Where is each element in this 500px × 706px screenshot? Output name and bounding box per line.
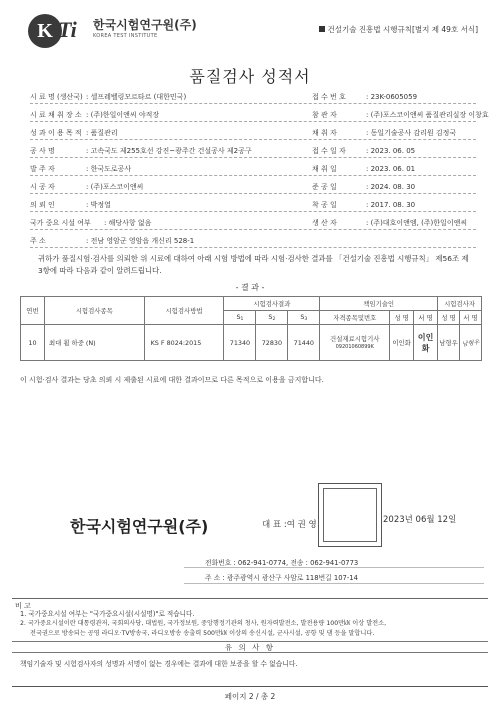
info-value: : 2017. 08. 30: [366, 201, 416, 209]
usage-restriction-text: 이 시험·검사 결과는 당초 의뢰 시 제출된 시료에 대한 결과이므로 다른 목적으로 이용을 금지합니다.: [20, 376, 324, 384]
cell-s1: 71340: [224, 325, 256, 361]
divider: [30, 229, 476, 230]
info-value: : 2023. 06. 05: [366, 147, 416, 155]
s-subscript: 1: [240, 317, 244, 322]
header-org-english: KOREA TEST INSTITUTE: [93, 33, 158, 39]
info-label: 착 공 일: [312, 201, 337, 209]
cell-no: 10: [21, 325, 45, 361]
info-value: : (주)한일이앤씨 야적장: [86, 111, 160, 119]
info-label: 참 관 자: [312, 111, 337, 119]
col-header-result: 시험검사결과: [224, 297, 320, 311]
col-header-method: 시험검사방법: [144, 297, 224, 325]
table-header-row: [21, 297, 482, 311]
info-value: : 한국도로공사: [86, 165, 132, 173]
seal-inner-border: [323, 488, 377, 542]
cell-method: KS F 8024:2015: [144, 325, 224, 361]
caution-text: 책임기술자 및 시험검사자의 성명과 서명이 없는 경우에는 결과에 대한 보증을 할 수 없습니다.: [20, 660, 298, 668]
divider: [30, 103, 476, 104]
cell-tester-name: 남형우: [438, 325, 460, 361]
s-label: S: [268, 313, 273, 321]
divider: [184, 583, 484, 584]
col-header-qualification: 자격종목및번호: [320, 311, 390, 325]
info-value: : (주)포스코이앤씨 품질관리실장 이창효: [366, 111, 489, 119]
cell-qualification: [320, 325, 390, 361]
official-seal-stamp: [318, 483, 382, 547]
info-label: 시 료 채 취 장 소: [30, 111, 82, 119]
header-org-name: 한국시험연구원(주): [93, 18, 197, 32]
col-header-s2: [256, 311, 288, 325]
remark-line-1: 1. 국가중요시설 여부는 "국가중요시설(시설명)"로 적습니다.: [20, 610, 195, 618]
logo-circle-icon: K: [28, 14, 62, 48]
remark-line-2b: 전국권으로 방송되는 공영 라디오·TV방송국, 라디오방송 송출력 500만㎾ 이상의 송신시설, 군사시설, 공항 및 댐 등을 말합니다.: [30, 630, 375, 637]
divider: [30, 247, 476, 248]
col-header-item: 시험검사종목: [44, 297, 144, 325]
col-header-resp-name: 성 명: [390, 311, 414, 325]
cell-tester-sign: [459, 325, 481, 361]
results-table: [20, 296, 482, 361]
info-label: 채 취 일: [312, 165, 337, 173]
divider: [30, 121, 476, 122]
info-block: [30, 90, 489, 250]
info-label: 발 주 자: [30, 165, 55, 173]
cell-s3: 71440: [288, 325, 320, 361]
info-label: 접 수 번 호: [312, 93, 346, 101]
representative-name: 대 표 :여 권 영: [262, 520, 317, 530]
col-header-no: 연번: [21, 297, 45, 325]
info-value: : 고속국도 제255호선 강진~광주간 건설공사 제2공구: [86, 147, 252, 155]
info-label: 채 취 자: [312, 129, 337, 137]
info-label: 준 공 일: [312, 183, 337, 191]
col-header-tester: 시험검사자: [438, 297, 482, 311]
cell-resp-sign: [414, 325, 438, 361]
issue-date: 2023년 06월 12일: [383, 515, 457, 525]
remarks-header: 비 고: [12, 598, 488, 611]
info-label: 의 뢰 인: [30, 201, 55, 209]
square-bullet-icon: [319, 26, 325, 32]
s-label: S: [236, 313, 241, 321]
info-label: 성 과 이 용 목 적: [30, 129, 82, 137]
info-label: 생 산 자: [312, 219, 337, 227]
info-label: 국가 중요 시설 여부: [30, 219, 91, 227]
info-value: : 2023. 06. 01: [366, 165, 416, 173]
info-label: 접 수 일 자: [312, 147, 346, 155]
divider: [30, 157, 476, 158]
info-value: : 전남 영암군 영암읍 개신리 528-1: [86, 237, 195, 245]
cell-resp-name: 이인화: [390, 325, 414, 361]
contact-phone: 전화번호 : 062-941-0774, 전송 : 062-941-0773: [205, 559, 359, 567]
page-number: 페이지 2 / 총 2: [224, 692, 276, 701]
page-title: 품질검사 성적서: [189, 67, 311, 86]
info-value: : 동일기술공사 감리원 김정국: [366, 129, 457, 137]
table-row: [21, 325, 482, 361]
result-title: - 결 과 -: [235, 283, 265, 292]
col-header-tester-name: 성 명: [438, 311, 460, 325]
info-value: : 박정열: [86, 201, 111, 209]
divider: [30, 211, 476, 212]
caution-header: 유 의 사 항: [12, 641, 488, 653]
logo-ti-text: Ti: [58, 17, 77, 42]
info-value: : (주)포스코이앤씨: [86, 183, 144, 191]
contact-address: 주 소 : 광주광역시 광산구 사암로 118번길 107-14: [205, 574, 358, 582]
footer-divider: [12, 686, 488, 687]
divider: [30, 175, 476, 176]
remark-line-2a: 2. 국가중요시설이란 대통령관저, 국회의사당, 대법원, 국가정보원, 중앙행정기관의 청사, 원자력발전소, 발전용량 100만㎾ 이상 발전소,: [20, 620, 387, 627]
resp-signature: 이인화: [417, 331, 434, 353]
info-value: : 품질관리: [86, 129, 118, 137]
s-subscript: 2: [272, 317, 276, 322]
info-label: 시 공 자: [30, 183, 55, 191]
info-value: : 셀프레벨링모르타르 (대한민국): [86, 93, 187, 101]
divider: [30, 193, 476, 194]
col-header-s3: [288, 311, 320, 325]
info-label: 시 료 명 (생산국): [30, 93, 83, 101]
notice-paragraph: 귀하가 품질시험·검사를 의뢰한 위 시료에 대하여 아래 시험 방법에 따라 시험·검사한 결과를 「건설기술 진흥법 시행규칙」 제56조 제3항에 따라 다음과 같이 알려드립니다.: [38, 254, 469, 275]
kti-logo: [28, 14, 90, 48]
s-label: S: [300, 313, 305, 321]
signing-org-name: 한국시험연구원(주): [70, 517, 209, 536]
qualification-name: 건설재료시험기사: [330, 334, 380, 343]
col-header-s1: [224, 311, 256, 325]
info-value: : (주)대호이앤엠, (주)한일이앤씨: [366, 219, 468, 227]
s-subscript: 3: [304, 317, 308, 322]
tester-signature: 남형우: [461, 338, 480, 349]
form-reference-text: 건설기술 진흥법 시행규칙[별지 제 49호 서식]: [327, 25, 478, 34]
col-header-responsible: 책임기술인: [320, 297, 438, 311]
info-value: : 2024. 08. 30: [366, 183, 416, 191]
info-label: 주 소: [30, 237, 46, 245]
cell-s2: 72830: [256, 325, 288, 361]
cell-item: 최대 휨 하중 (N): [44, 325, 144, 361]
divider: [30, 139, 476, 140]
form-reference: [319, 24, 478, 35]
info-label: 공 사 명: [30, 147, 55, 155]
qualification-number: 09201060899K: [335, 343, 374, 350]
divider: [184, 567, 484, 568]
col-header-tester-sign: 서 명: [459, 311, 481, 325]
info-value: : 해당사항 없음: [104, 219, 152, 227]
col-header-resp-sign: 서 명: [414, 311, 438, 325]
info-value: : 23K-0605059: [366, 93, 418, 101]
